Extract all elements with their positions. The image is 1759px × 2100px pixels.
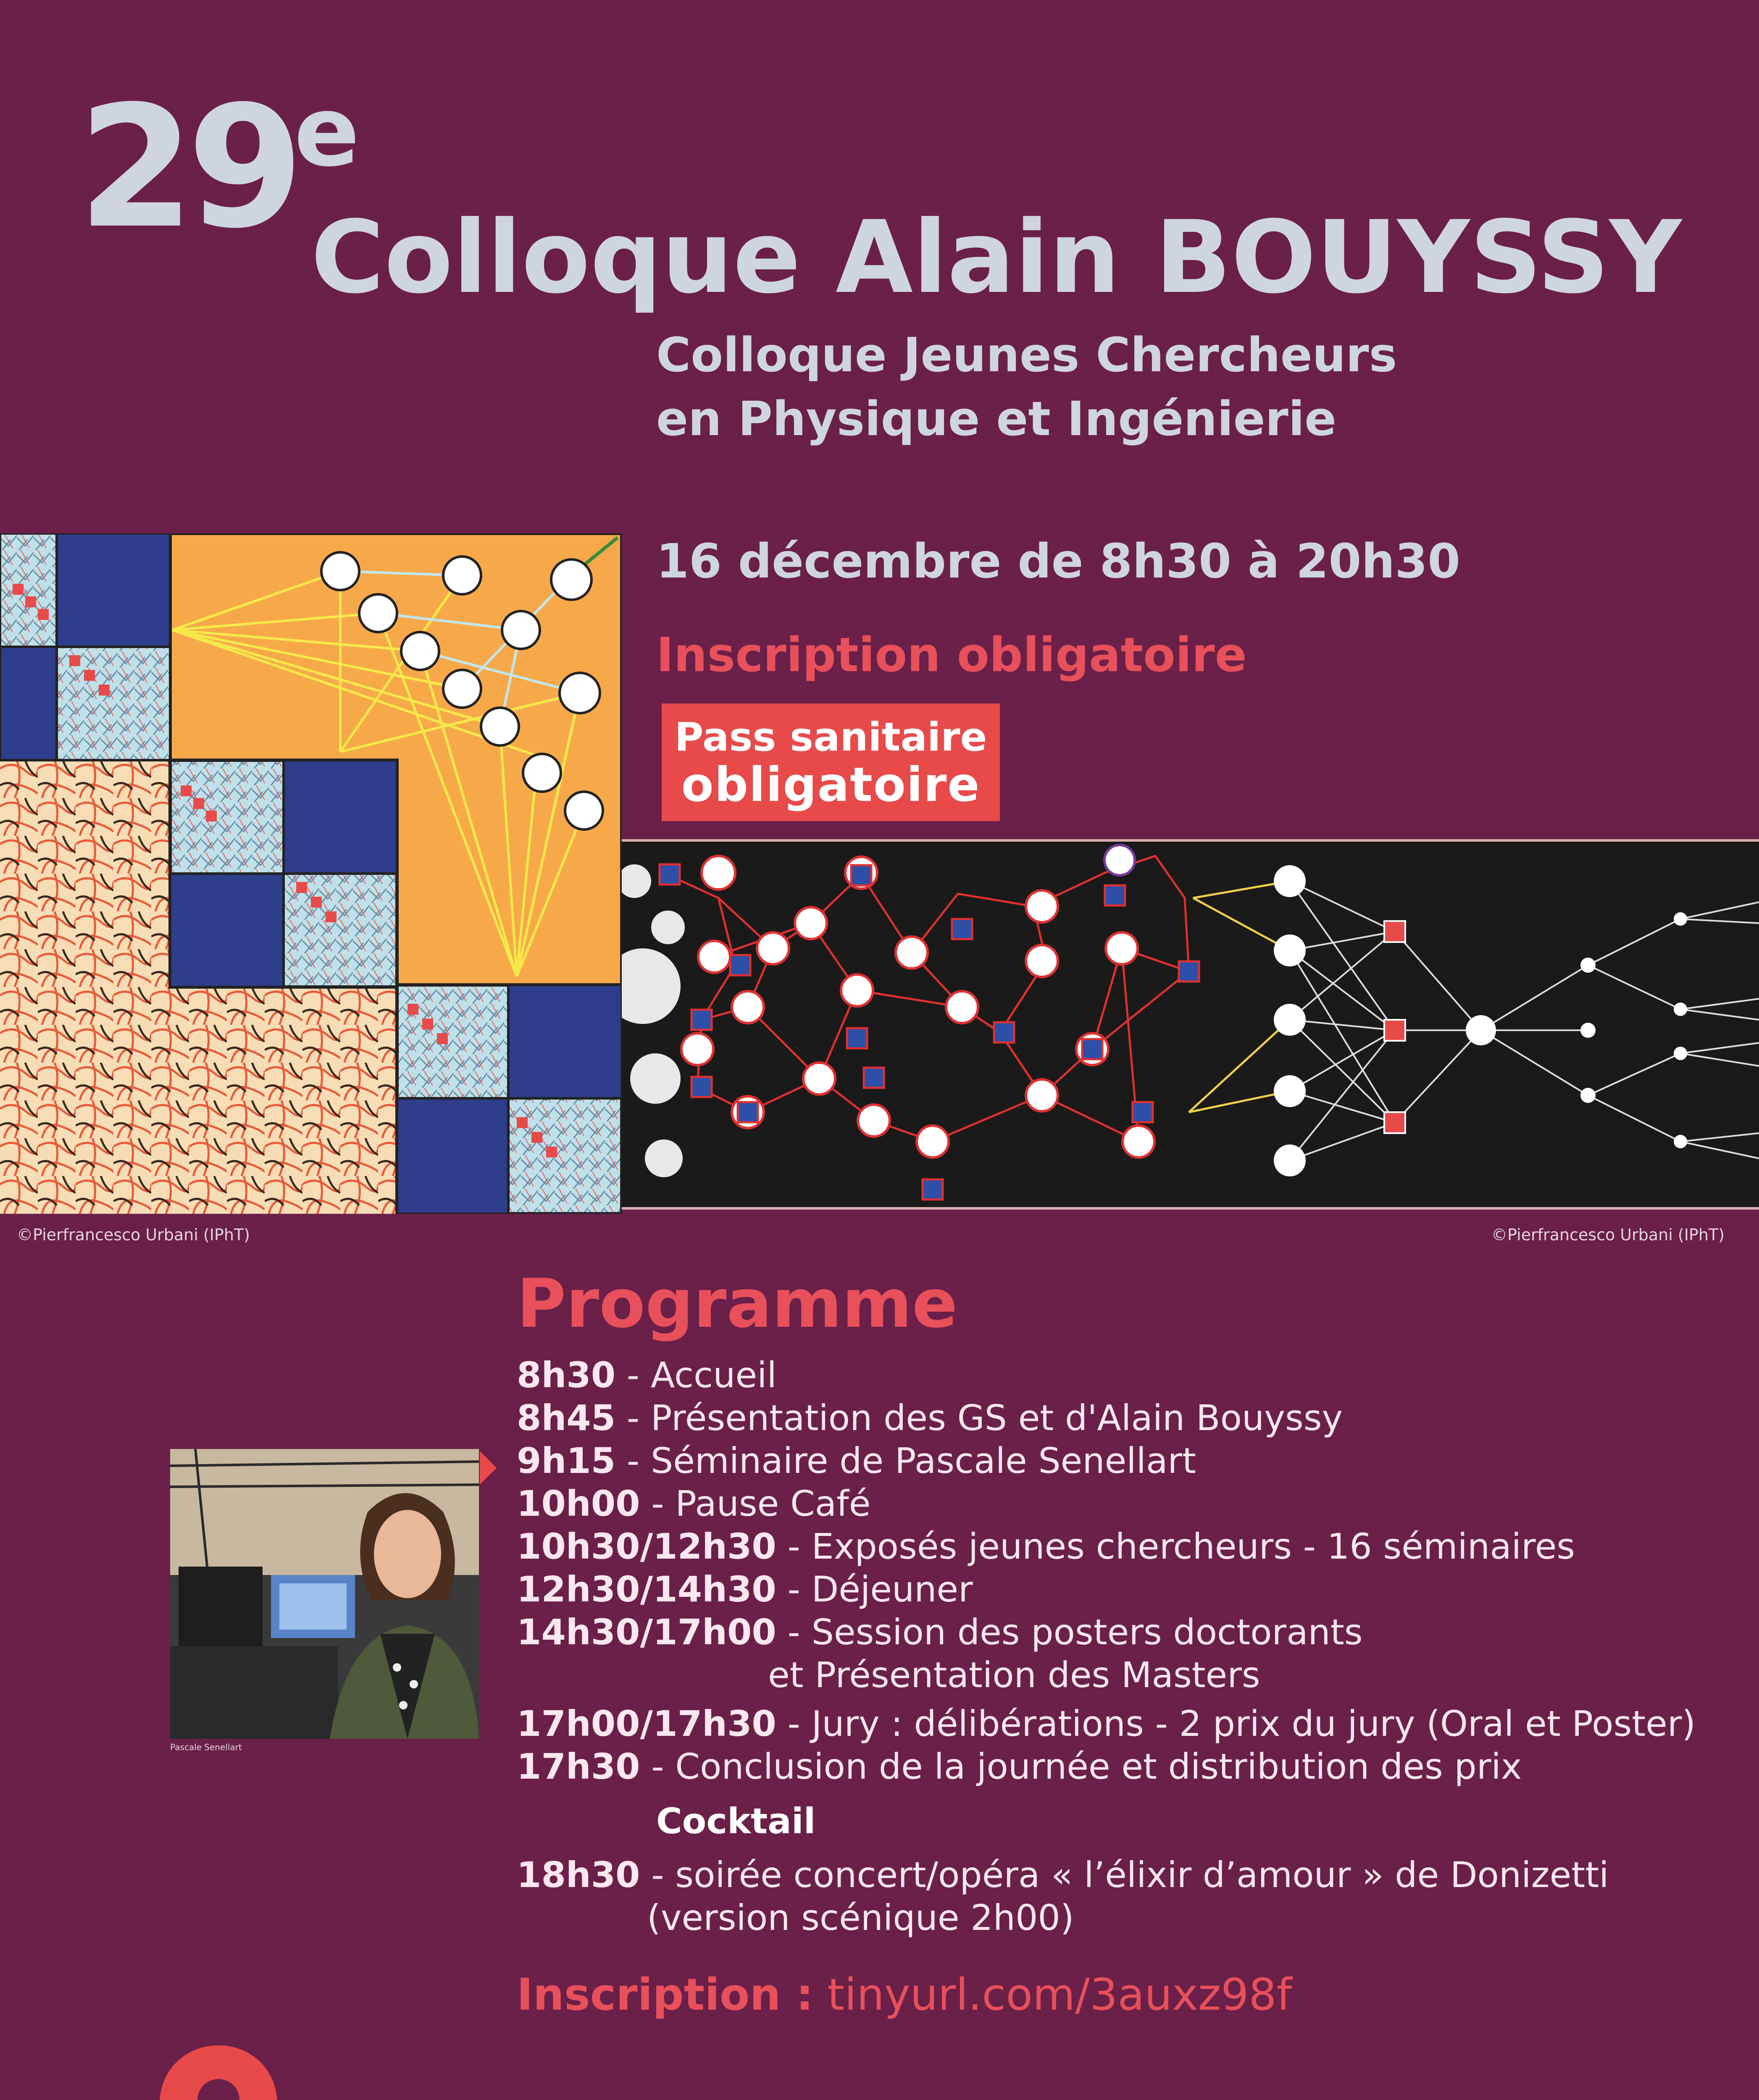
programme-item: 8h30 - Accueil bbox=[517, 1354, 777, 1396]
programme-item: 10h30/12h30 - Exposés jeunes chercheurs - 16 séminaires bbox=[517, 1526, 1575, 1567]
health-pass-badge bbox=[662, 704, 1000, 821]
programme-item-continued: et Présentation des Masters bbox=[768, 1654, 1260, 1696]
edition-number: 29 bbox=[78, 70, 297, 265]
health-pass-line-1: Pass sanitaire bbox=[674, 714, 987, 760]
photo-caption: Pascale Senellart bbox=[170, 1742, 242, 1752]
programme-heading: Programme bbox=[517, 1264, 958, 1343]
page-title: Colloque Alain BOUYSSY bbox=[311, 200, 1682, 316]
registration-link[interactable]: tinyurl.com/3auxz98f bbox=[827, 1969, 1292, 2020]
programme-item: 10h00 - Pause Café bbox=[517, 1483, 871, 1524]
matrix-artwork bbox=[0, 533, 622, 1214]
current-item-arrow-icon bbox=[480, 1451, 497, 1485]
image-credit-left: ©Pierfrancesco Urbani (IPhT) bbox=[17, 1226, 250, 1244]
subtitle-line-2: en Physique et Ingénierie bbox=[656, 392, 1337, 446]
programme-item: 9h15 - Séminaire de Pascale Senellart bbox=[517, 1440, 1196, 1481]
image-credit-right: ©Pierfrancesco Urbani (IPhT) bbox=[1491, 1226, 1725, 1244]
programme-item: 8h45 - Présentation des GS et d'Alain Bouyssy bbox=[517, 1397, 1343, 1438]
programme-item: 18h30 - soirée concert/opéra « l’élixir d’amour » de Donizetti bbox=[517, 1854, 1609, 1895]
programme-item: 14h30/17h00 - Session des posters doctorants bbox=[517, 1612, 1363, 1653]
subtitle bbox=[656, 323, 1397, 451]
programme-item-continued: (version scénique 2h00) bbox=[647, 1897, 1074, 1938]
subtitle-line-1: Colloque Jeunes Chercheurs bbox=[656, 328, 1397, 383]
health-pass-line-2: obligatoire bbox=[681, 758, 981, 812]
cocktail-label: Cocktail bbox=[656, 1801, 816, 1842]
event-date: 16 décembre de 8h30 à 20h30 bbox=[656, 534, 1461, 589]
programme-item: 12h30/14h30 - Déjeuner bbox=[517, 1569, 973, 1610]
network-artwork bbox=[622, 839, 1759, 1210]
registration-label: Inscription : bbox=[517, 1969, 814, 2020]
programme-item: 17h00/17h30 - Jury : délibérations - 2 prix du jury (Oral et Poster) bbox=[517, 1703, 1696, 1744]
speaker-photo bbox=[170, 1449, 479, 1739]
programme-item: 17h30 - Conclusion de la journée et distribution des prix bbox=[517, 1746, 1522, 1787]
location-pin-icon bbox=[160, 2045, 277, 2100]
registration-required: Inscription obligatoire bbox=[656, 628, 1247, 682]
registration-line bbox=[517, 1969, 1292, 2020]
edition-suffix: e bbox=[294, 76, 360, 188]
